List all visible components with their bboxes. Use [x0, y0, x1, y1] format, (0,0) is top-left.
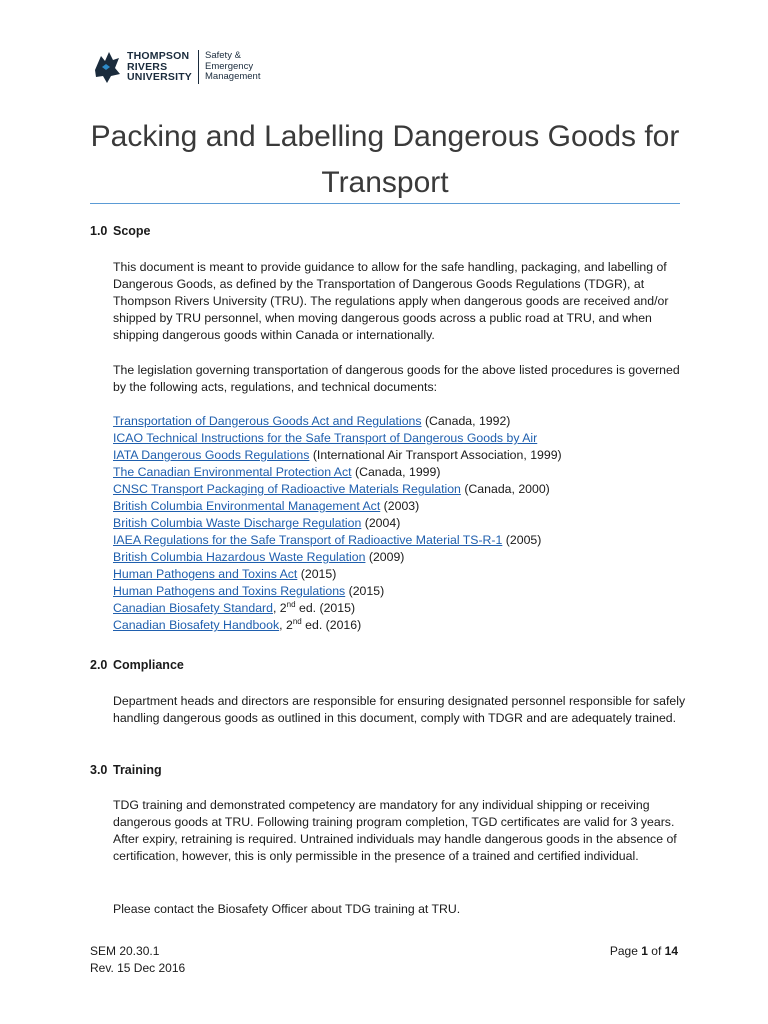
scope-paragraph-2: The legislation governing transportation of dangerous goods for the above listed procedures is governed by the following acts, regulations, and technical documents: [113, 363, 680, 394]
reference-item: IATA Dangerous Goods Regulations (International Air Transport Association, 1999) [113, 448, 562, 462]
section-title: Training [113, 763, 162, 777]
document-title: Packing and Labelling Dangerous Goods for Transport [90, 120, 680, 199]
reference-item: CNSC Transport Packaging of Radioactive Materials Regulation (Canada, 2000) [113, 482, 550, 496]
section-number: 1.0 [90, 224, 108, 238]
reference-item: IAEA Regulations for the Safe Transport of Radioactive Material TS-R-1 (2005) [113, 533, 542, 547]
logo-university-name: THOMPSON RIVERS UNIVERSITY [127, 50, 193, 84]
reference-link[interactable]: Canadian Biosafety Handbook [113, 618, 280, 632]
reference-item: Canadian Biosafety Standard, 2nd ed. (2015) [113, 599, 356, 615]
section-heading-scope [90, 224, 151, 238]
reference-link[interactable]: Canadian Biosafety Standard [113, 601, 273, 615]
section-number: 3.0 [90, 763, 108, 777]
compliance-paragraph: Department heads and directors are responsible for ensuring designated personnel responsible for safely handling dangerous goods as outlined in this document, comply with TDGR and are adequately trained. [113, 694, 686, 725]
logo-department-name: Safety & Emergency Management [205, 50, 261, 83]
reference-link[interactable]: CNSC Transport Packaging of Radioactive Materials Regulation [113, 482, 461, 496]
reference-link[interactable]: ICAO Technical Instructions for the Safe Transport of Dangerous Goods by Air [113, 431, 538, 445]
footer-doc-code: SEM 20.30.1 [90, 944, 160, 958]
training-paragraph-2: Please contact the Biosafety Officer about TDG training at TRU. [113, 902, 461, 916]
reference-item: British Columbia Hazardous Waste Regulation (2009) [113, 550, 405, 564]
reference-link[interactable]: British Columbia Environmental Management Act [113, 499, 381, 513]
reference-link[interactable]: Human Pathogens and Toxins Act [113, 567, 298, 581]
tru-wolf-emblem-icon [93, 50, 121, 84]
section-number: 2.0 [90, 658, 108, 672]
reference-link[interactable]: Human Pathogens and Toxins Regulations [113, 584, 346, 598]
reference-item [113, 430, 688, 447]
reference-link[interactable]: IAEA Regulations for the Safe Transport of Radioactive Material TS-R-1 [113, 533, 503, 547]
scope-paragraph-1: This document is meant to provide guidance to allow for the safe handling, packaging, and labelling of Dangerous Goods, as defined by the Transportation of Dangerous Goods Regulations (TDGR), at Thompson Rivers University (TRU). The regulations apply when dangerous goods are received and/or shipped by TRU personnel, when moving dangerous goods across a public road at TRU, and when shipping dangerous goods within Canada or internationally. [113, 260, 669, 342]
logo-divider [198, 50, 199, 84]
reference-item: Human Pathogens and Toxins Regulations (2015) [113, 584, 385, 598]
training-paragraph-1: TDG training and demonstrated competency are mandatory for any individual shipping or receiving dangerous goods at TRU. Following training program completion, TGD certificates are valid for 3 years. After expiry, retraining is required. Untrained individuals may handle dangerous goods in the absence of certification, however, this is only permissible in the presence of a trained and certified individual. [113, 798, 677, 863]
reference-link[interactable]: IATA Dangerous Goods Regulations [113, 448, 310, 462]
reference-list [113, 413, 688, 634]
reference-item: British Columbia Waste Discharge Regulation (2004) [113, 516, 401, 530]
reference-link[interactable]: British Columbia Waste Discharge Regulation [113, 516, 362, 530]
reference-item: British Columbia Environmental Management Act (2003) [113, 499, 420, 513]
reference-item: Human Pathogens and Toxins Act (2015) [113, 567, 337, 581]
reference-item: The Canadian Environmental Protection Act (Canada, 1999) [113, 465, 441, 479]
section-title: Compliance [113, 658, 184, 672]
section-heading-training [90, 763, 162, 777]
section-heading-compliance [90, 658, 184, 672]
university-logo [93, 46, 260, 88]
footer-doc-info [90, 943, 185, 977]
reference-link[interactable]: Transportation of Dangerous Goods Act and Regulations [113, 414, 422, 428]
reference-link[interactable]: The Canadian Environmental Protection Act [113, 465, 352, 479]
title-underline [90, 203, 680, 204]
footer-revision: Rev. 15 Dec 2016 [90, 961, 186, 975]
reference-item: Transportation of Dangerous Goods Act and Regulations (Canada, 1992) [113, 414, 511, 428]
reference-item: Canadian Biosafety Handbook, 2nd ed. (2016) [113, 616, 362, 632]
reference-link[interactable]: British Columbia Hazardous Waste Regulation [113, 550, 366, 564]
section-title: Scope [113, 224, 151, 238]
footer-page-number: Page 1 of 14 [609, 944, 678, 958]
